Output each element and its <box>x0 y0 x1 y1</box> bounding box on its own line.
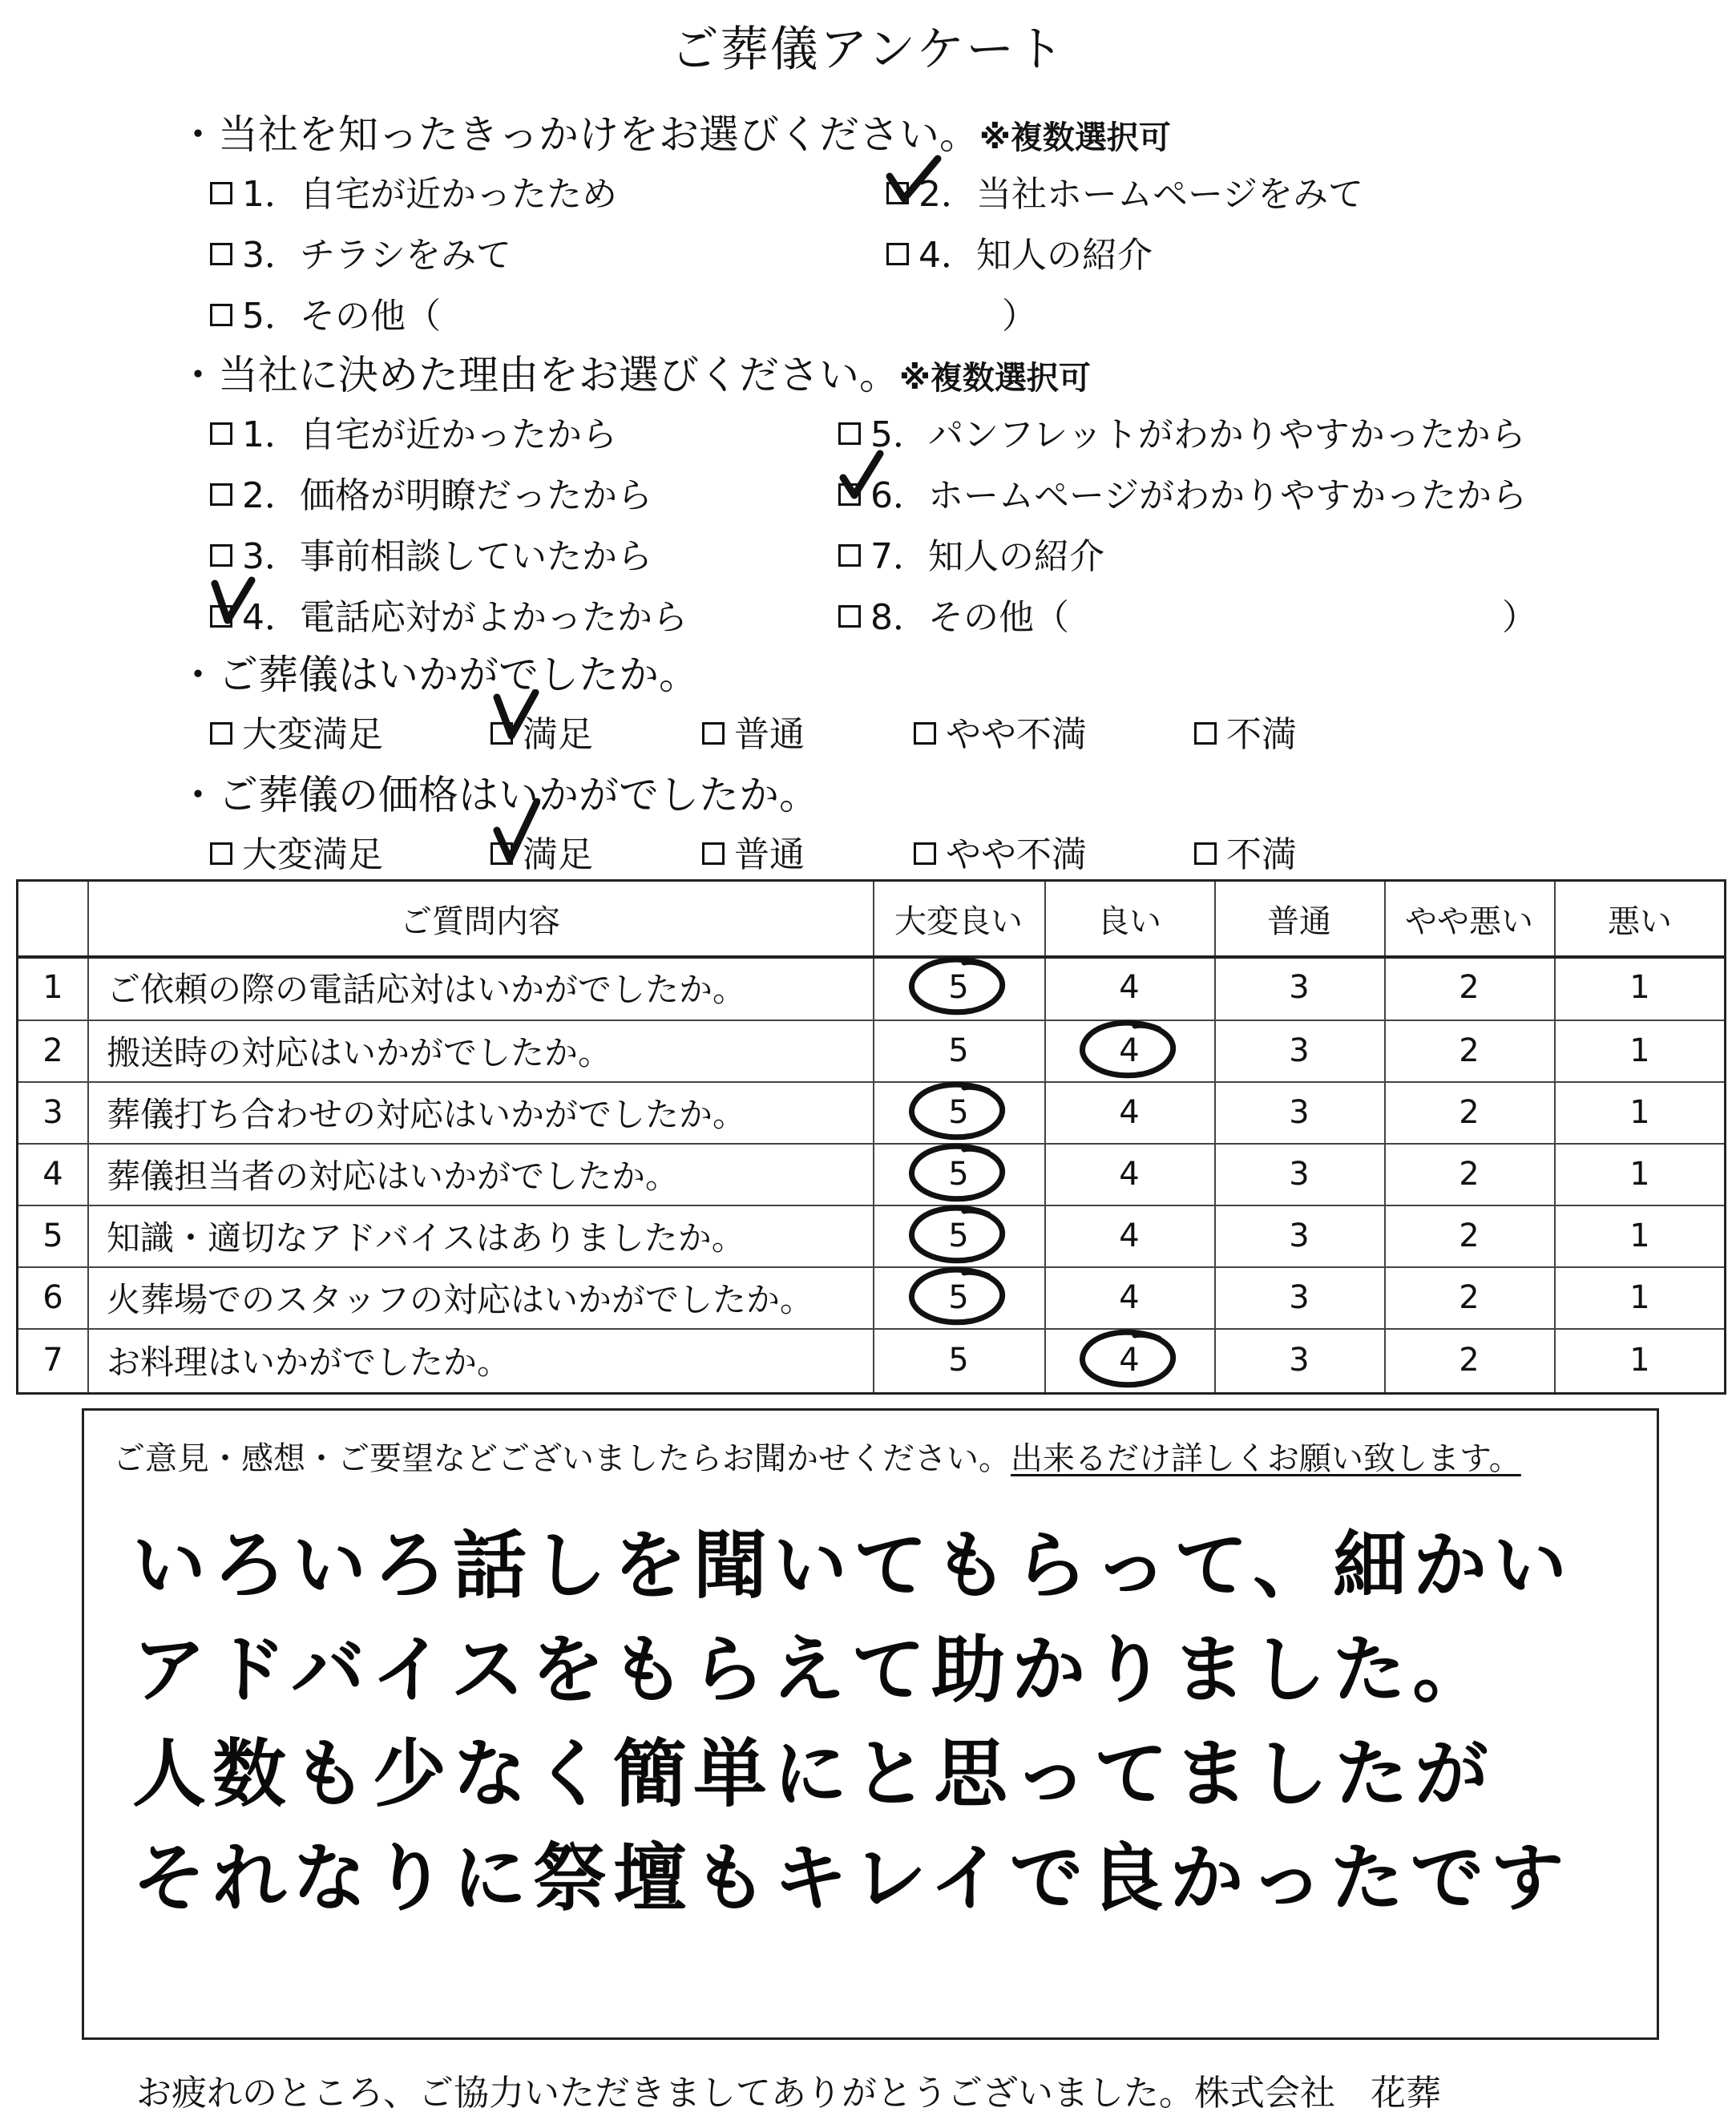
q1-option-label: 1．自宅が近かったため <box>242 174 617 215</box>
score-option[interactable]: 5 <box>948 969 969 1006</box>
footer-thanks: お疲れのところ、ご協力いただきましてありがとうございました。株式会社 花葬 <box>136 2073 1441 2114</box>
score-option[interactable]: 1 <box>1629 1217 1650 1254</box>
checkbox[interactable] <box>210 605 232 628</box>
q2-option-label: 7．知人の紹介 <box>870 536 1104 577</box>
checkbox[interactable] <box>886 243 909 265</box>
q2-option-4[interactable] <box>210 588 688 640</box>
q2-option-8[interactable] <box>838 588 1069 640</box>
score-option[interactable]: 1 <box>1629 1342 1650 1379</box>
row-number: 6 <box>42 1278 63 1316</box>
row-question: 葬儀担当者の対応はいかがでしたか。 <box>107 1156 680 1196</box>
score-option[interactable]: 4 <box>1119 1342 1140 1379</box>
score-option[interactable]: 5 <box>948 1093 969 1131</box>
score-option[interactable]: 3 <box>1289 1093 1310 1131</box>
row-number: 7 <box>42 1342 63 1379</box>
q2-option-label: 8．その他（ <box>870 597 1069 638</box>
q4-option-label: やや不満 <box>946 834 1087 875</box>
q4-option-1[interactable] <box>210 826 383 877</box>
checkbox[interactable] <box>886 182 909 204</box>
row-question: 搬送時の対応はいかがでしたか。 <box>107 1032 612 1072</box>
score-option[interactable]: 2 <box>1459 969 1480 1006</box>
q2-option-8-close: ） <box>1502 597 1537 638</box>
score-option[interactable]: 4 <box>1119 1217 1140 1254</box>
checkbox[interactable] <box>838 544 861 567</box>
handwritten-line-3: 人数も少なく簡単にと思ってましたが <box>132 1731 1496 1817</box>
q3-option-2[interactable] <box>491 705 593 757</box>
score-option[interactable]: 2 <box>1459 1093 1480 1131</box>
q3-heading: ・ご葬儀はいかがでしたか。 <box>178 652 699 698</box>
table-header-average: 普通 <box>1267 903 1331 940</box>
score-option[interactable]: 1 <box>1629 1278 1650 1316</box>
score-option[interactable]: 3 <box>1289 1278 1310 1316</box>
q4-heading: ・ご葬儀の価格はいかがでしたか。 <box>178 772 819 818</box>
score-option[interactable]: 1 <box>1629 1155 1650 1193</box>
q2-note: ※複数選択可 <box>899 360 1091 397</box>
q2-option-label: 3．事前相談していたから <box>242 536 652 577</box>
handwritten-line-4: それなりに祭壇もキレイで良かったです <box>132 1835 1571 1921</box>
score-option[interactable]: 3 <box>1289 1342 1310 1379</box>
score-option[interactable]: 5 <box>948 1342 969 1379</box>
q1-option-5[interactable] <box>210 287 441 338</box>
table-header-question: ご質問内容 <box>400 903 560 940</box>
q1-option-3[interactable] <box>210 226 511 277</box>
q3-option-3[interactable] <box>702 705 805 757</box>
comment-prompt-emphasis: 出来るだけ詳しくお願い致します。 <box>1011 1440 1521 1477</box>
q3-option-label: 不満 <box>1226 714 1297 755</box>
q3-option-label: 大変満足 <box>242 714 383 755</box>
checkbox[interactable] <box>914 722 936 745</box>
checkbox[interactable] <box>838 422 861 445</box>
q2-heading <box>178 343 1091 401</box>
page-title: ご葬儀アンケート <box>670 22 1066 78</box>
table-header-very-good: 大変良い <box>894 903 1023 940</box>
q1-heading-text: ・当社を知ったきっかけをお選びください。 <box>178 111 979 158</box>
q3-option-label: 普通 <box>734 714 805 755</box>
q4-option-label: 不満 <box>1226 834 1297 875</box>
checkbox[interactable] <box>838 483 861 506</box>
checkbox[interactable] <box>210 422 232 445</box>
q2-option-label: 5．パンフレットがわかりやすかったから <box>870 414 1526 455</box>
q2-option-label: 6．ホームページがわかりやすかったから <box>870 475 1528 516</box>
q1-option-1[interactable] <box>210 165 617 216</box>
q2-option-3[interactable] <box>210 527 652 579</box>
q4-option-3[interactable] <box>702 826 805 877</box>
row-question: 葬儀打ち合わせの対応はいかがでしたか。 <box>107 1094 747 1134</box>
score-option[interactable]: 1 <box>1629 1093 1650 1131</box>
comment-box <box>82 1408 1659 2040</box>
score-option[interactable]: 4 <box>1119 969 1140 1006</box>
row-number: 1 <box>42 969 63 1006</box>
q2-option-5[interactable] <box>838 406 1526 457</box>
q4-option-label: 満足 <box>523 834 593 875</box>
q2-option-2[interactable] <box>210 466 652 518</box>
score-option[interactable]: 4 <box>1119 1278 1140 1316</box>
q3-option-label: やや不満 <box>946 714 1087 755</box>
table-header-good: 良い <box>1097 903 1161 940</box>
score-option[interactable]: 3 <box>1289 969 1310 1006</box>
checkbox[interactable] <box>702 842 725 865</box>
q4-option-label: 普通 <box>734 834 805 875</box>
score-option[interactable]: 2 <box>1459 1155 1480 1193</box>
checkbox[interactable] <box>210 483 232 506</box>
row-number: 3 <box>42 1093 63 1131</box>
rating-table <box>16 879 1726 1395</box>
q1-heading <box>178 103 1171 160</box>
row-question: ご依頼の際の電話応対はいかがでしたか。 <box>107 970 747 1009</box>
q2-option-label: 1．自宅が近かったから <box>242 414 617 455</box>
q1-option-label: 4．知人の紹介 <box>918 235 1153 276</box>
checkbox[interactable] <box>702 722 725 745</box>
checkbox[interactable] <box>491 722 513 745</box>
q2-option-label: 2．価格が明瞭だったから <box>242 475 652 516</box>
row-number: 2 <box>42 1032 63 1069</box>
q1-option-4[interactable] <box>886 226 1153 277</box>
q4-option-label: 大変満足 <box>242 834 383 875</box>
row-question: お料理はいかがでしたか。 <box>107 1343 511 1382</box>
score-option[interactable]: 5 <box>948 1217 969 1254</box>
q2-heading-text: ・当社に決めた理由をお選びください。 <box>178 352 899 398</box>
q4-option-4[interactable] <box>914 826 1087 877</box>
checkbox[interactable] <box>914 842 936 865</box>
checkbox[interactable] <box>491 842 513 865</box>
score-option[interactable]: 2 <box>1459 1032 1480 1069</box>
row-question: 知識・適切なアドバイスはありましたか。 <box>107 1217 745 1258</box>
row-number: 4 <box>42 1155 63 1193</box>
q3-option-label: 満足 <box>523 714 593 755</box>
handwritten-line-1: いろいろ話しを聞いてもらって、細かい <box>132 1523 1574 1609</box>
comment-prompt <box>113 1433 1521 1479</box>
q1-option-label: 5．その他（ <box>242 296 441 337</box>
score-option[interactable]: 4 <box>1119 1093 1140 1131</box>
checkbox[interactable] <box>1194 842 1217 865</box>
q1-option-5-close: ） <box>1002 296 1037 337</box>
handwritten-line-2: アドバイスをもらえて助かりました。 <box>132 1627 1493 1713</box>
score-option[interactable]: 5 <box>948 1278 969 1316</box>
table-header-somewhat-bad: やや悪い <box>1405 903 1533 940</box>
q2-option-6[interactable] <box>838 466 1527 518</box>
checkbox[interactable] <box>838 605 861 628</box>
q2-option-label: 4．電話応対がよかったから <box>242 597 688 638</box>
q1-note: ※複数選択可 <box>979 119 1171 156</box>
row-question: 火葬場でのスタッフの対応はいかがでしたか。 <box>107 1279 814 1319</box>
score-option[interactable]: 2 <box>1459 1278 1480 1316</box>
score-option[interactable]: 4 <box>1119 1032 1140 1069</box>
checkbox[interactable] <box>210 243 232 265</box>
score-option[interactable]: 5 <box>948 1155 969 1193</box>
q3-option-4[interactable] <box>914 705 1087 757</box>
q1-option-2[interactable] <box>886 165 1363 216</box>
q2-option-1[interactable] <box>210 406 617 457</box>
score-option[interactable]: 5 <box>948 1032 969 1069</box>
q3-option-1[interactable] <box>210 705 383 757</box>
score-option[interactable]: 4 <box>1119 1155 1140 1193</box>
score-option[interactable]: 2 <box>1459 1342 1480 1379</box>
row-number: 5 <box>42 1217 63 1254</box>
score-option[interactable]: 3 <box>1289 1155 1310 1193</box>
score-option[interactable]: 3 <box>1289 1217 1310 1254</box>
checkbox[interactable] <box>210 182 232 204</box>
q4-option-5[interactable] <box>1194 826 1297 877</box>
checkbox[interactable] <box>210 842 232 865</box>
checkbox[interactable] <box>210 544 232 567</box>
score-option[interactable]: 1 <box>1629 969 1650 1006</box>
comment-prompt-text: ご意見・感想・ご要望などございましたらお聞かせください。 <box>113 1440 1011 1477</box>
checkbox[interactable] <box>210 304 232 326</box>
q1-option-label: 3．チラシをみて <box>242 235 511 276</box>
checkbox[interactable] <box>1194 722 1217 745</box>
q3-option-5[interactable] <box>1194 705 1297 757</box>
q2-option-7[interactable] <box>838 527 1104 579</box>
table-header-bad: 悪い <box>1608 903 1672 940</box>
score-option[interactable]: 3 <box>1289 1032 1310 1069</box>
q4-option-2[interactable] <box>491 826 593 877</box>
score-option[interactable]: 2 <box>1459 1217 1480 1254</box>
checkbox[interactable] <box>210 722 232 745</box>
score-option[interactable]: 1 <box>1629 1032 1650 1069</box>
q1-option-label: 2．当社ホームページをみて <box>918 174 1364 215</box>
